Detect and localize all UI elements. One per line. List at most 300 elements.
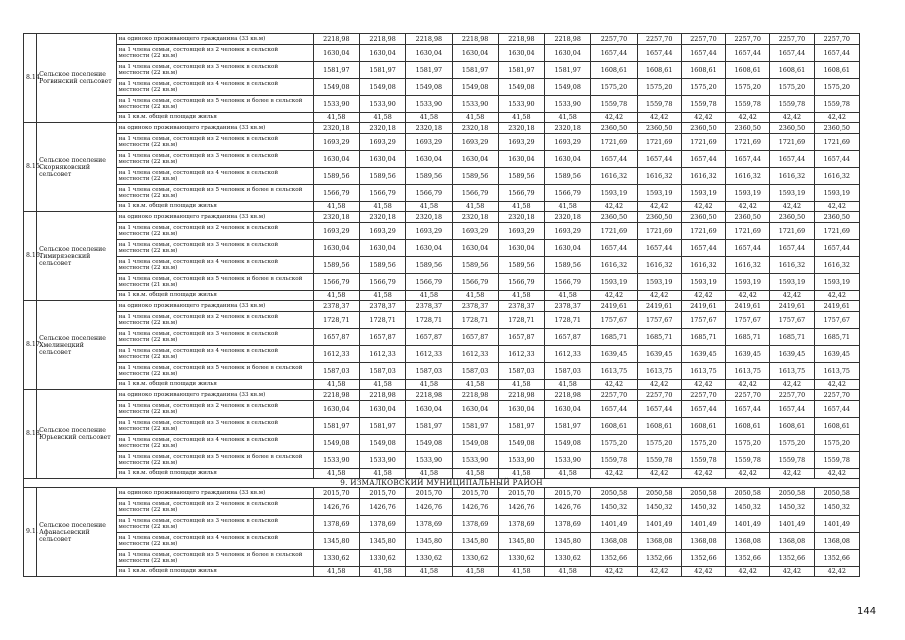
- table-row: [24, 550, 860, 567]
- value-cell: 1593,19: [814, 274, 859, 291]
- value-cell: 2257,70: [770, 34, 814, 45]
- value-cell: 1693,29: [406, 134, 452, 151]
- table-row: [24, 34, 860, 45]
- value-cell: 1587,03: [545, 363, 591, 380]
- value-cell: 2257,70: [726, 390, 770, 401]
- value-cell: 1352,66: [770, 550, 814, 567]
- value-cell: 1693,29: [545, 223, 591, 240]
- value-cell: 1728,71: [313, 312, 359, 329]
- value-cell: 2320,18: [313, 123, 359, 134]
- value-cell: 2360,50: [637, 212, 681, 223]
- value-cell: 1657,44: [637, 401, 681, 418]
- value-cell: 1685,71: [814, 329, 859, 346]
- table-row: [24, 329, 860, 346]
- value-cell: 1608,61: [591, 62, 637, 79]
- table-row: [24, 274, 860, 291]
- value-cell: 1533,90: [359, 96, 405, 113]
- value-cell: 42,42: [770, 113, 814, 123]
- value-cell: 1345,80: [498, 533, 544, 550]
- value-cell: 1533,90: [545, 452, 591, 469]
- value-cell: 1693,29: [452, 223, 498, 240]
- value-cell: 1657,87: [452, 329, 498, 346]
- value-cell: 2419,61: [681, 301, 725, 312]
- value-cell: 1549,08: [452, 435, 498, 452]
- value-cell: 2015,70: [313, 488, 359, 499]
- value-cell: 2378,37: [406, 301, 452, 312]
- table-row: [24, 240, 860, 257]
- value-cell: 2050,58: [770, 488, 814, 499]
- value-cell: 1575,20: [681, 79, 725, 96]
- value-cell: 1657,44: [591, 151, 637, 168]
- value-cell: 1587,03: [359, 363, 405, 380]
- value-cell: 42,42: [726, 469, 770, 479]
- value-cell: 2320,18: [498, 212, 544, 223]
- value-cell: 42,42: [814, 291, 859, 301]
- value-cell: 1566,79: [406, 274, 452, 291]
- value-cell: 1575,20: [770, 435, 814, 452]
- value-cell: 41,58: [498, 202, 544, 212]
- value-cell: 2320,18: [452, 212, 498, 223]
- row-description: на 1 члена семьи, состоящей из 5 человек и более в сельской местности (22 кв.м): [116, 96, 313, 113]
- value-cell: 2218,98: [313, 34, 359, 45]
- value-cell: 1721,69: [814, 134, 859, 151]
- value-cell: 1721,69: [770, 223, 814, 240]
- value-cell: 42,42: [681, 113, 725, 123]
- value-cell: 1378,69: [359, 516, 405, 533]
- row-description: на 1 члена семьи, состоящей из 2 человек в сельской местности (22 кв.м): [116, 499, 313, 516]
- value-cell: 1630,04: [452, 45, 498, 62]
- value-cell: 1721,69: [770, 134, 814, 151]
- row-description: на 1 кв.м. общей площади жилья: [116, 291, 313, 301]
- table-row: [24, 401, 860, 418]
- value-cell: 1616,32: [814, 168, 859, 185]
- row-description: на 1 члена семьи, состоящей из 3 человек в сельской местности (22 кв.м): [116, 418, 313, 435]
- value-cell: 41,58: [545, 202, 591, 212]
- value-cell: 1612,33: [452, 346, 498, 363]
- value-cell: 41,58: [545, 380, 591, 390]
- value-cell: 42,42: [591, 567, 637, 577]
- row-description: на одиноко проживающего гражданина (33 кв.м): [116, 488, 313, 499]
- value-cell: 42,42: [770, 202, 814, 212]
- value-cell: 1616,32: [770, 257, 814, 274]
- value-cell: 1757,67: [726, 312, 770, 329]
- value-cell: 1608,61: [770, 62, 814, 79]
- row-description: на 1 члена семьи, состоящей из 5 человек и более в сельской местности (21 кв.м): [116, 274, 313, 291]
- value-cell: 1657,44: [770, 240, 814, 257]
- value-cell: 42,42: [591, 291, 637, 301]
- value-cell: 42,42: [637, 380, 681, 390]
- value-cell: 1613,75: [681, 363, 725, 380]
- settlement-name: Сельское поселение Юрьевский сельсовет: [37, 390, 116, 479]
- value-cell: 1559,78: [591, 96, 637, 113]
- row-description: на одиноко проживающего гражданина (33 кв.м): [116, 301, 313, 312]
- value-cell: 41,58: [359, 113, 405, 123]
- value-cell: 1368,08: [637, 533, 681, 550]
- value-cell: 1549,08: [406, 435, 452, 452]
- value-cell: 1587,03: [498, 363, 544, 380]
- value-cell: 2218,98: [498, 390, 544, 401]
- value-cell: 1566,79: [545, 185, 591, 202]
- value-cell: 41,58: [452, 469, 498, 479]
- value-cell: 2218,98: [545, 34, 591, 45]
- value-cell: 1608,61: [726, 418, 770, 435]
- value-cell: 2050,58: [726, 488, 770, 499]
- table-row: [24, 134, 860, 151]
- value-cell: 41,58: [313, 567, 359, 577]
- value-cell: 2218,98: [452, 34, 498, 45]
- section-title: 9. ИЗМАЛКОВСКИЙ МУНИЦИПАЛЬНЫЙ РАЙОН: [24, 479, 860, 488]
- section-header-row: [24, 479, 860, 488]
- table-row: [24, 346, 860, 363]
- value-cell: 1581,97: [545, 62, 591, 79]
- value-cell: 1630,04: [545, 45, 591, 62]
- value-cell: 42,42: [591, 113, 637, 123]
- table-row: [24, 452, 860, 469]
- value-cell: 1549,08: [498, 435, 544, 452]
- value-cell: 1401,49: [770, 516, 814, 533]
- value-cell: 1657,44: [681, 45, 725, 62]
- value-cell: 1593,19: [681, 185, 725, 202]
- value-cell: 1533,90: [313, 452, 359, 469]
- value-cell: 1330,62: [498, 550, 544, 567]
- value-cell: 1657,44: [814, 151, 859, 168]
- value-cell: 41,58: [406, 113, 452, 123]
- value-cell: 1401,49: [726, 516, 770, 533]
- value-cell: 1630,04: [498, 45, 544, 62]
- value-cell: 1450,32: [770, 499, 814, 516]
- value-cell: 2257,70: [591, 34, 637, 45]
- value-cell: 1587,03: [406, 363, 452, 380]
- value-cell: 1616,32: [726, 168, 770, 185]
- value-cell: 1378,69: [452, 516, 498, 533]
- value-cell: 2218,98: [498, 34, 544, 45]
- tariff-table: [23, 33, 860, 577]
- value-cell: 1566,79: [406, 185, 452, 202]
- settlement-name: Сельское поселение Рогвинский сельсовет: [37, 34, 116, 123]
- table-row: [24, 291, 860, 301]
- value-cell: 1589,56: [452, 257, 498, 274]
- value-cell: 41,58: [359, 567, 405, 577]
- table-row: [24, 418, 860, 435]
- value-cell: 1613,75: [726, 363, 770, 380]
- value-cell: 1593,19: [637, 274, 681, 291]
- value-cell: 1721,69: [637, 134, 681, 151]
- settlement-code: 8.14.: [24, 34, 37, 123]
- value-cell: 1549,08: [498, 79, 544, 96]
- value-cell: 2320,18: [359, 212, 405, 223]
- table-row: [24, 516, 860, 533]
- value-cell: 1593,19: [681, 274, 725, 291]
- value-cell: 1345,80: [545, 533, 591, 550]
- value-cell: 1757,67: [770, 312, 814, 329]
- value-cell: 1575,20: [637, 435, 681, 452]
- value-cell: 42,42: [770, 291, 814, 301]
- value-cell: 1401,49: [814, 516, 859, 533]
- value-cell: 1657,87: [545, 329, 591, 346]
- value-cell: 1657,44: [814, 240, 859, 257]
- value-cell: 2419,61: [814, 301, 859, 312]
- value-cell: 1566,79: [359, 274, 405, 291]
- table-row: [24, 301, 860, 312]
- value-cell: 1685,71: [681, 329, 725, 346]
- value-cell: 2320,18: [359, 123, 405, 134]
- value-cell: 1612,33: [545, 346, 591, 363]
- value-cell: 1608,61: [770, 418, 814, 435]
- row-description: на 1 кв.м. общей площади жилья: [116, 380, 313, 390]
- value-cell: 1721,69: [681, 223, 725, 240]
- value-cell: 42,42: [814, 469, 859, 479]
- table-row: [24, 168, 860, 185]
- value-cell: 1693,29: [498, 134, 544, 151]
- value-cell: 1693,29: [313, 134, 359, 151]
- value-cell: 1559,78: [591, 452, 637, 469]
- value-cell: 2360,50: [814, 212, 859, 223]
- value-cell: 1559,78: [681, 96, 725, 113]
- value-cell: 1352,66: [726, 550, 770, 567]
- value-cell: 42,42: [814, 113, 859, 123]
- row-description: на одиноко проживающего гражданина (33 кв.м): [116, 390, 313, 401]
- value-cell: 1559,78: [681, 452, 725, 469]
- value-cell: 2378,37: [359, 301, 405, 312]
- row-description: на 1 члена семьи, состоящей из 4 человек в сельской местности (22 кв.м): [116, 79, 313, 96]
- value-cell: 2015,70: [406, 488, 452, 499]
- value-cell: 1612,33: [406, 346, 452, 363]
- value-cell: 1559,78: [814, 96, 859, 113]
- value-cell: 1426,76: [498, 499, 544, 516]
- table-row: [24, 202, 860, 212]
- value-cell: 1549,08: [452, 79, 498, 96]
- value-cell: 1693,29: [313, 223, 359, 240]
- settlement-name: Сельское поселение Афанасьевский сельсовет: [37, 488, 116, 577]
- value-cell: 1608,61: [814, 62, 859, 79]
- row-description: на 1 члена семьи, состоящей из 2 человек в сельской местности (22 кв.м): [116, 223, 313, 240]
- value-cell: 41,58: [313, 380, 359, 390]
- value-cell: 42,42: [681, 291, 725, 301]
- value-cell: 2378,37: [545, 301, 591, 312]
- value-cell: 1657,44: [726, 401, 770, 418]
- value-cell: 1566,79: [498, 274, 544, 291]
- row-description: на 1 кв.м. общей площади жилья: [116, 469, 313, 479]
- value-cell: 1450,32: [637, 499, 681, 516]
- row-description: на 1 члена семьи, состоящей из 3 человек в сельской местности (22 кв.м): [116, 240, 313, 257]
- value-cell: 1613,75: [814, 363, 859, 380]
- value-cell: 1426,76: [545, 499, 591, 516]
- value-cell: 41,58: [406, 567, 452, 577]
- value-cell: 1533,90: [313, 96, 359, 113]
- value-cell: 2050,58: [814, 488, 859, 499]
- value-cell: 1657,44: [770, 151, 814, 168]
- value-cell: 42,42: [681, 380, 725, 390]
- value-cell: 1639,45: [814, 346, 859, 363]
- value-cell: 1559,78: [770, 96, 814, 113]
- table-row: [24, 312, 860, 329]
- value-cell: 42,42: [637, 113, 681, 123]
- value-cell: 1657,44: [637, 151, 681, 168]
- value-cell: 1575,20: [681, 435, 725, 452]
- value-cell: 1721,69: [591, 134, 637, 151]
- value-cell: 1549,08: [406, 79, 452, 96]
- value-cell: 1657,44: [591, 240, 637, 257]
- value-cell: 1630,04: [313, 151, 359, 168]
- value-cell: 1589,56: [545, 168, 591, 185]
- value-cell: 1559,78: [726, 96, 770, 113]
- value-cell: 41,58: [452, 291, 498, 301]
- value-cell: 42,42: [726, 567, 770, 577]
- value-cell: 1657,44: [681, 240, 725, 257]
- value-cell: 1728,71: [359, 312, 405, 329]
- value-cell: 1575,20: [814, 79, 859, 96]
- value-cell: 1613,75: [770, 363, 814, 380]
- row-description: на 1 кв.м. общей площади жилья: [116, 113, 313, 123]
- value-cell: 2378,37: [498, 301, 544, 312]
- value-cell: 2257,70: [770, 390, 814, 401]
- value-cell: 1630,04: [313, 401, 359, 418]
- value-cell: 1352,66: [814, 550, 859, 567]
- table-row: [24, 223, 860, 240]
- settlement-name: Сельское поселение Хмелинецкий сельсовет: [37, 301, 116, 390]
- value-cell: 1352,66: [591, 550, 637, 567]
- value-cell: 1589,56: [359, 168, 405, 185]
- value-cell: 41,58: [498, 291, 544, 301]
- value-cell: 1593,19: [637, 185, 681, 202]
- value-cell: 2378,37: [313, 301, 359, 312]
- value-cell: 1616,32: [591, 257, 637, 274]
- value-cell: 2320,18: [313, 212, 359, 223]
- value-cell: 1593,19: [591, 185, 637, 202]
- value-cell: 1581,97: [406, 418, 452, 435]
- settlement-code: 8.18.: [24, 390, 37, 479]
- value-cell: 1757,67: [681, 312, 725, 329]
- value-cell: 1657,44: [637, 45, 681, 62]
- value-cell: 2257,70: [637, 34, 681, 45]
- row-description: на 1 члена семьи, состоящей из 5 человек и более в сельской местности (22 кв.м): [116, 363, 313, 380]
- value-cell: 41,58: [545, 291, 591, 301]
- value-cell: 2257,70: [681, 390, 725, 401]
- value-cell: 1612,33: [313, 346, 359, 363]
- value-cell: 1330,62: [452, 550, 498, 567]
- value-cell: 42,42: [726, 202, 770, 212]
- value-cell: 41,58: [406, 469, 452, 479]
- value-cell: 1587,03: [313, 363, 359, 380]
- value-cell: 1575,20: [726, 79, 770, 96]
- value-cell: 1401,49: [681, 516, 725, 533]
- row-description: на 1 члена семьи, состоящей из 2 человек в сельской местности (22 кв.м): [116, 45, 313, 62]
- value-cell: 2360,50: [726, 212, 770, 223]
- value-cell: 1589,56: [313, 168, 359, 185]
- value-cell: 42,42: [770, 469, 814, 479]
- table-row: [24, 257, 860, 274]
- value-cell: 1330,62: [359, 550, 405, 567]
- value-cell: 1566,79: [359, 185, 405, 202]
- value-cell: 1566,79: [452, 274, 498, 291]
- value-cell: 1368,08: [591, 533, 637, 550]
- value-cell: 1685,71: [770, 329, 814, 346]
- value-cell: 1721,69: [637, 223, 681, 240]
- value-cell: 2360,50: [681, 123, 725, 134]
- value-cell: 1693,29: [452, 134, 498, 151]
- value-cell: 41,58: [406, 291, 452, 301]
- value-cell: 1593,19: [770, 185, 814, 202]
- value-cell: 1630,04: [498, 401, 544, 418]
- value-cell: 42,42: [681, 469, 725, 479]
- value-cell: 41,58: [498, 380, 544, 390]
- value-cell: 1630,04: [359, 45, 405, 62]
- value-cell: 1685,71: [637, 329, 681, 346]
- value-cell: 1693,29: [498, 223, 544, 240]
- value-cell: 1589,56: [406, 257, 452, 274]
- value-cell: 1685,71: [726, 329, 770, 346]
- value-cell: 1657,44: [770, 401, 814, 418]
- value-cell: 1657,44: [814, 401, 859, 418]
- value-cell: 1426,76: [313, 499, 359, 516]
- row-description: на 1 члена семьи, состоящей из 4 человек в сельской местности (22 кв.м): [116, 257, 313, 274]
- value-cell: 1728,71: [452, 312, 498, 329]
- value-cell: 1575,20: [637, 79, 681, 96]
- table-row: [24, 567, 860, 577]
- row-description: на 1 члена семьи, состоящей из 2 человек в сельской местности (22 кв.м): [116, 401, 313, 418]
- value-cell: 1593,19: [726, 274, 770, 291]
- value-cell: 2360,50: [591, 123, 637, 134]
- value-cell: 42,42: [814, 567, 859, 577]
- value-cell: 1693,29: [545, 134, 591, 151]
- value-cell: 1657,44: [681, 151, 725, 168]
- value-cell: 1657,87: [313, 329, 359, 346]
- value-cell: 1566,79: [313, 185, 359, 202]
- value-cell: 1657,87: [406, 329, 452, 346]
- value-cell: 2015,70: [359, 488, 405, 499]
- value-cell: 41,58: [313, 113, 359, 123]
- value-cell: 2320,18: [452, 123, 498, 134]
- value-cell: 42,42: [770, 567, 814, 577]
- row-description: на 1 члена семьи, состоящей из 3 человек в сельской местности (22 кв.м): [116, 151, 313, 168]
- value-cell: 2320,18: [406, 123, 452, 134]
- value-cell: 1566,79: [498, 185, 544, 202]
- value-cell: 1566,79: [545, 274, 591, 291]
- value-cell: 1581,97: [545, 418, 591, 435]
- value-cell: 1630,04: [359, 240, 405, 257]
- value-cell: 1616,32: [637, 168, 681, 185]
- value-cell: 1368,08: [770, 533, 814, 550]
- value-cell: 1549,08: [313, 435, 359, 452]
- value-cell: 1378,69: [406, 516, 452, 533]
- value-cell: 1581,97: [452, 418, 498, 435]
- row-description: на 1 члена семьи, состоящей из 5 человек и более в сельской местности (22 кв.м): [116, 185, 313, 202]
- value-cell: 2320,18: [545, 123, 591, 134]
- value-cell: 42,42: [814, 380, 859, 390]
- row-description: на одиноко проживающего гражданина (33 кв.м): [116, 34, 313, 45]
- value-cell: 1639,45: [681, 346, 725, 363]
- value-cell: 2320,18: [545, 212, 591, 223]
- row-description: на 1 кв.м. общей площади жилья: [116, 567, 313, 577]
- table-row: [24, 62, 860, 79]
- value-cell: 1549,08: [359, 79, 405, 96]
- value-cell: 1630,04: [452, 240, 498, 257]
- value-cell: 2419,61: [770, 301, 814, 312]
- value-cell: 1575,20: [591, 79, 637, 96]
- value-cell: 1559,78: [770, 452, 814, 469]
- value-cell: 1728,71: [406, 312, 452, 329]
- value-cell: 1566,79: [452, 185, 498, 202]
- value-cell: 2320,18: [498, 123, 544, 134]
- value-cell: 1533,90: [406, 452, 452, 469]
- value-cell: 2050,58: [591, 488, 637, 499]
- value-cell: 41,58: [545, 113, 591, 123]
- table-row: [24, 499, 860, 516]
- value-cell: 1581,97: [313, 418, 359, 435]
- value-cell: 1630,04: [498, 151, 544, 168]
- value-cell: 1630,04: [406, 45, 452, 62]
- table-row: [24, 363, 860, 380]
